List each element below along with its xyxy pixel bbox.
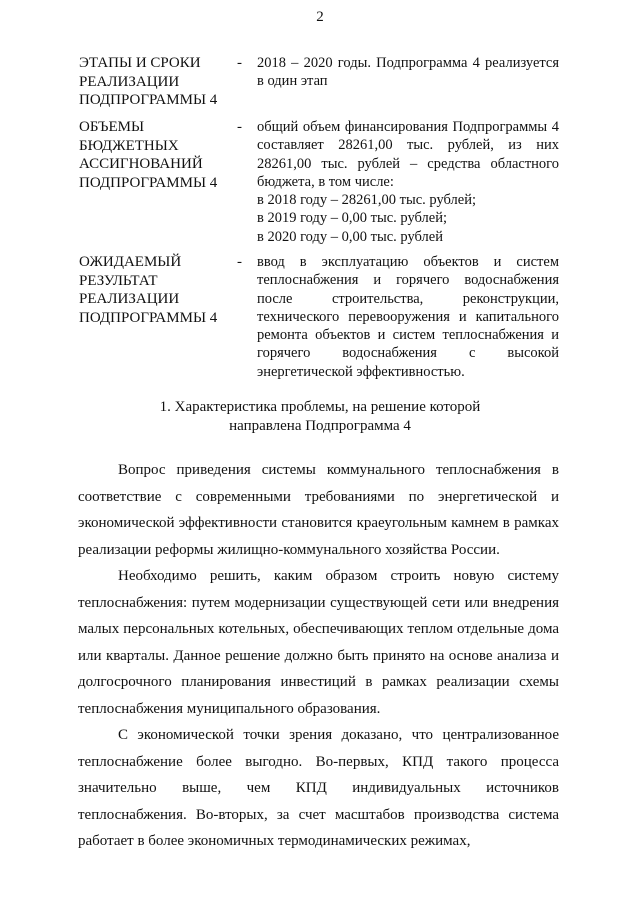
row-value: [257, 118, 559, 246]
section-heading-line: 1. Характеристика проблемы, на решение которой: [159, 399, 481, 415]
row-label: ЭТАПЫ И СРОКИ РЕАЛИЗАЦИИ ПОДПРОГРАММЫ 4: [79, 55, 218, 108]
body-text: [78, 457, 559, 855]
row-value-line: общий объем финансирования Подпрограммы 4 составляет 28261,00 тыс. рублей, из них 28261,00 тыс. рублей – средства областного бюджета, в том числе:: [257, 119, 559, 190]
row-value-line: 2018 – 2020 годы. Подпрограмма 4 реализуется в один этап: [257, 55, 559, 90]
row-value: [257, 54, 559, 91]
row-dash: -: [237, 119, 242, 135]
section-heading: [0, 398, 640, 436]
row-value-line: в 2019 году – 0,00 тыс. рублей;: [257, 210, 448, 227]
row-label: ОЖИДАЕМЫЙ РЕЗУЛЬТАТ РЕАЛИЗАЦИИ ПОДПРОГРАММЫ 4: [79, 254, 218, 326]
row-dash: -: [237, 55, 242, 71]
paragraph: Необходимо решить, каким образом строить новую систему теплоснабжения: путем модернизации существующей сети или внедрения малых персональных котельных, обеспечивающих теплом отдельные дома или кварталы. Данное решение должно быть принято на основе анализа и долгосрочного планирования инвестиций в рамках реализации схемы теплоснабжения муниципального образования.: [78, 568, 559, 717]
row-value-line: ввод в эксплуатацию объектов и систем теплоснабжения и горячего водоснабжения после строительства, реконструкции, технического перевооружения и капитального ремонта объектов и систем теплоснабжения и горячего водоснабжения с высокой энергетической эффективностью.: [257, 254, 559, 380]
section-heading-line: направлена Подпрограмма 4: [229, 418, 411, 434]
paragraph: С экономической точки зрения доказано, что централизованное теплоснабжение более выгодно. Во-первых, КПД такого процесса значительно выше, чем КПД индивидуальных источников теплоснабжения. Во-вторых, за счет масштабов производства система работает в более экономичных термодинамических режимах,: [78, 727, 559, 849]
row-value-line: в 2018 году – 28261,00 тыс. рублей;: [257, 192, 477, 209]
paragraph: Вопрос приведения системы коммунального теплоснабжения в соответствие с современными требованиями по энергетической и экономической эффективности становится краеугольным камнем в рамках реализации реформы жилищно-коммунального хозяйства России.: [78, 462, 559, 558]
row-dash: -: [237, 254, 242, 270]
page-number: 2: [316, 9, 324, 25]
row-value: [257, 253, 559, 381]
row-label: ОБЪЕМЫ БЮДЖЕТНЫХ АССИГНОВАНИЙ ПОДПРОГРАММЫ 4: [79, 119, 218, 191]
row-value-line: в 2020 году – 0,00 тыс. рублей: [257, 228, 443, 245]
